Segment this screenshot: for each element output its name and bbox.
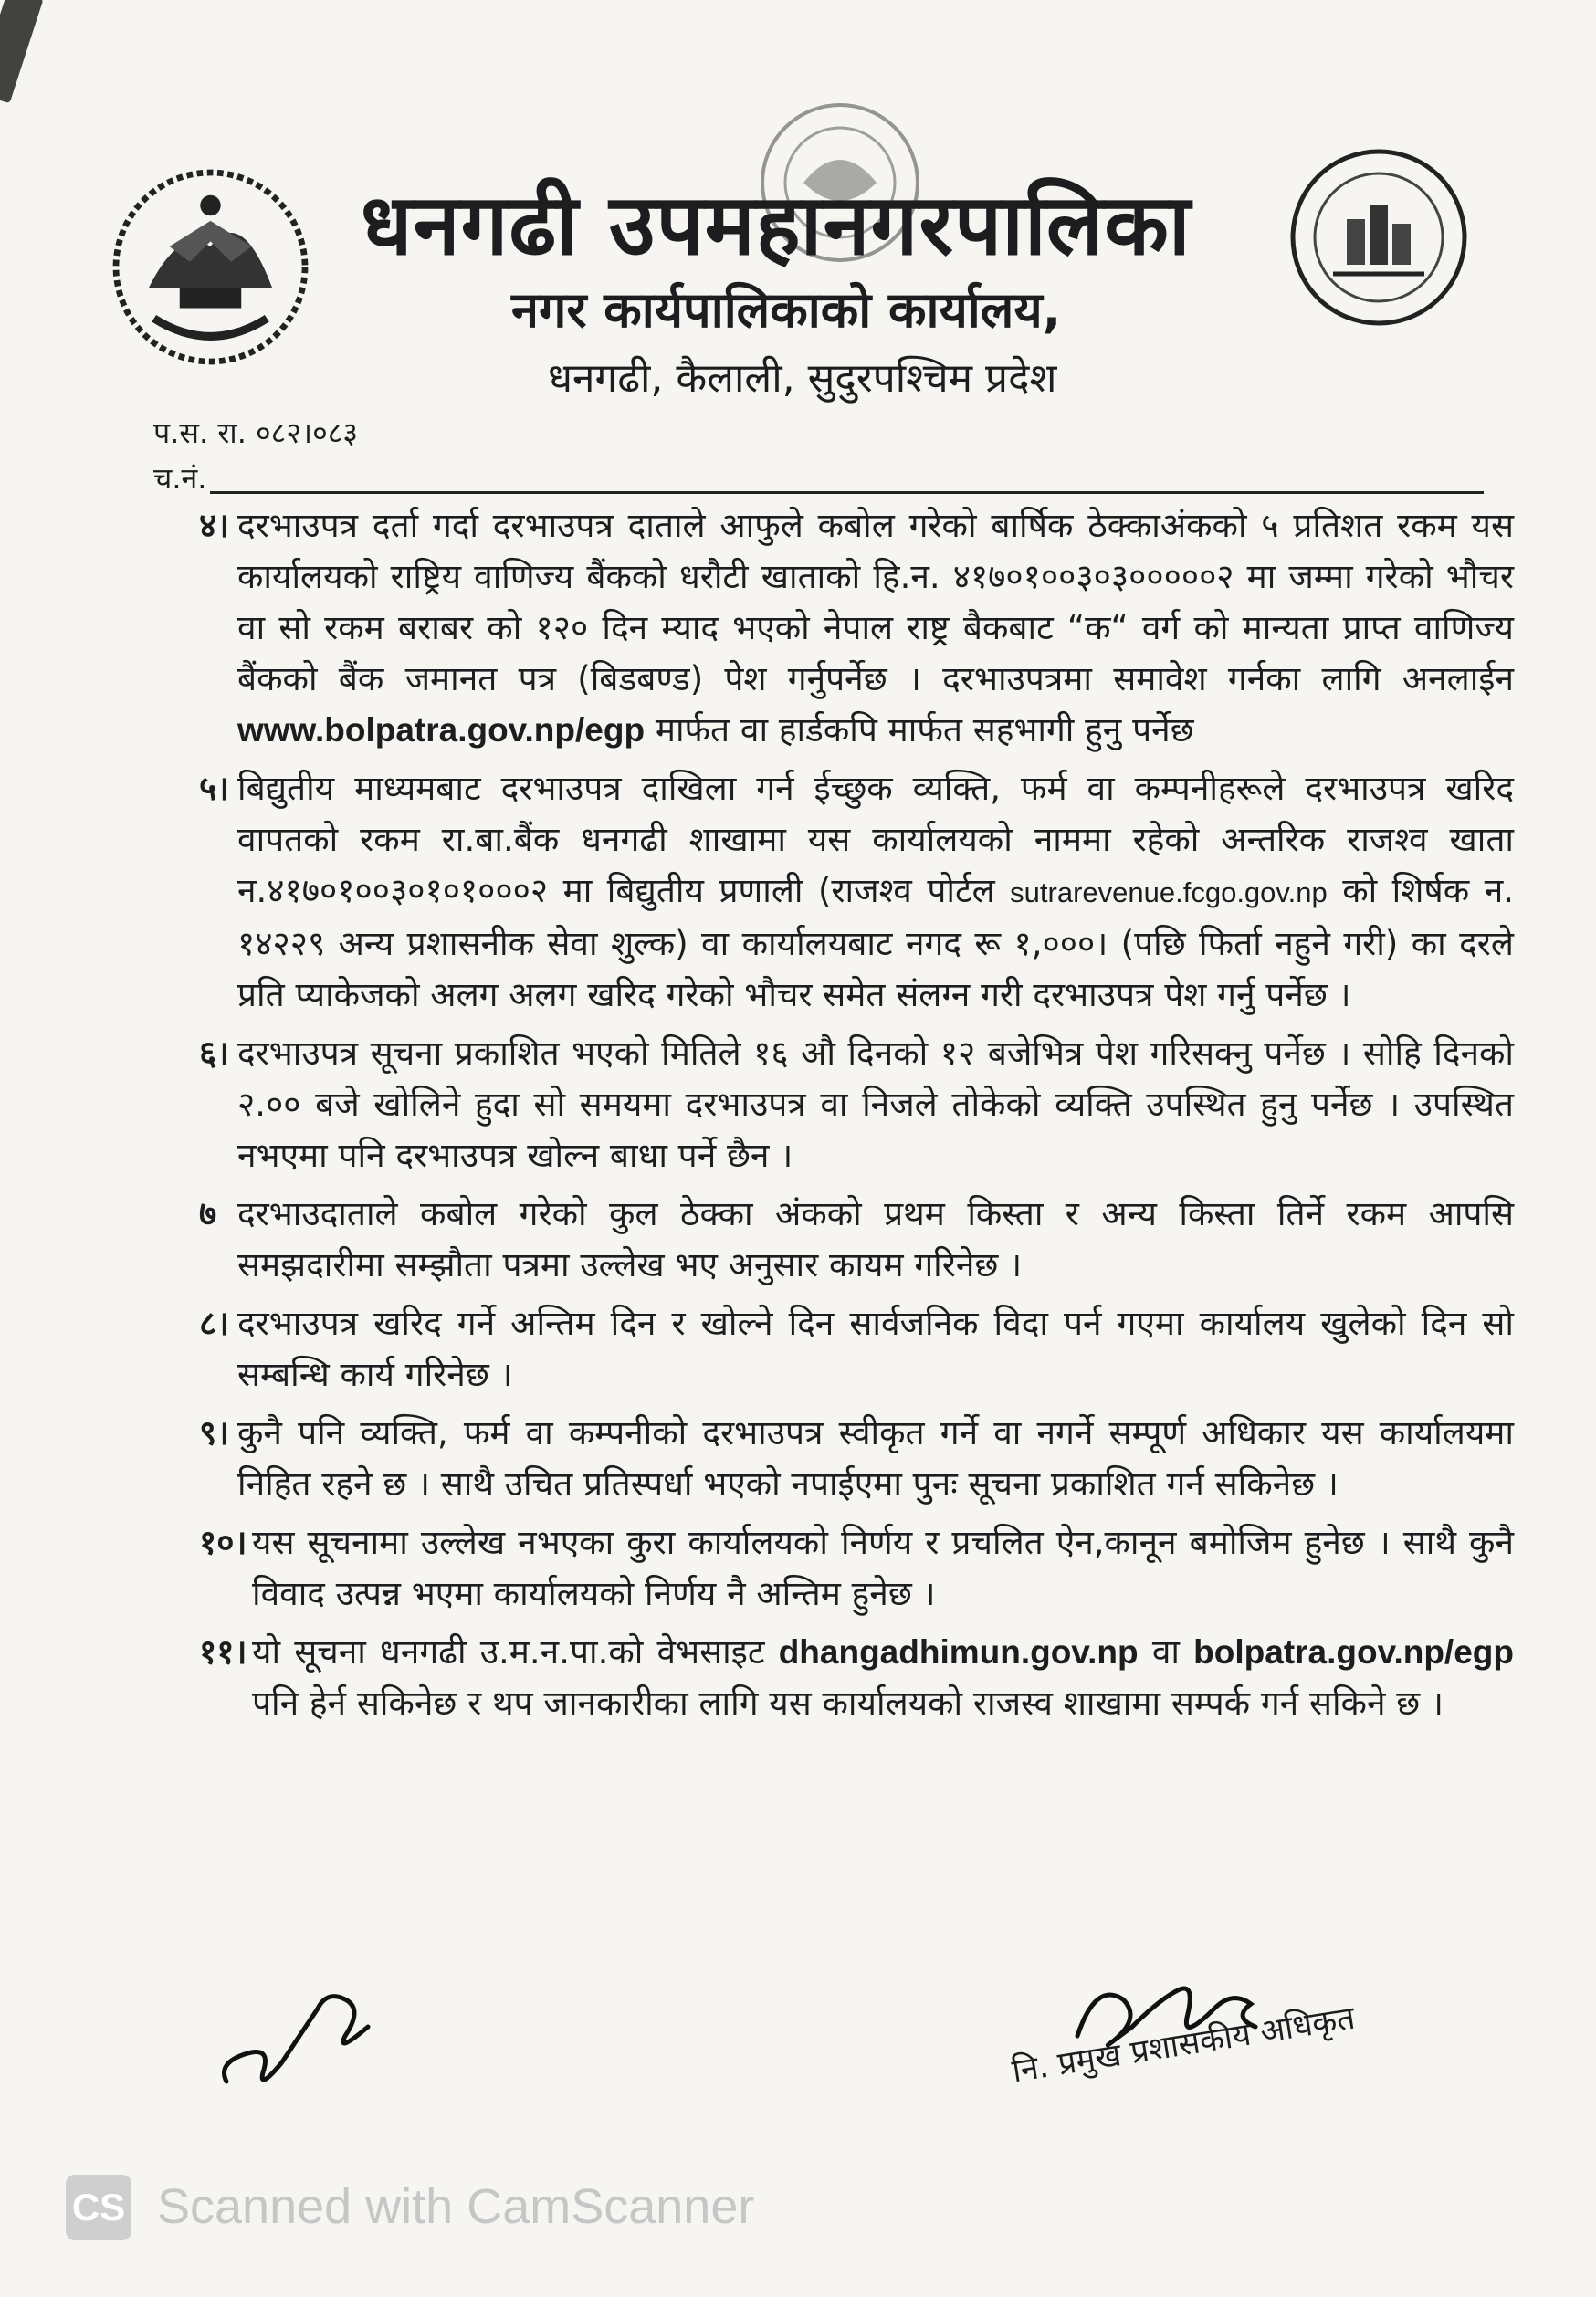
list-item <box>199 763 1514 1021</box>
list-item <box>199 1298 1514 1400</box>
item-text: यस सूचनामा उल्लेख नभएका कुरा कार्यालयको निर्णय र प्रचलित ऐन,कानून बमोजिम हुनेछ । साथै कुनै विवाद उत्पन्न भएमा कार्यालयको निर्णय नै अन्तिम हुनेछ । <box>252 1523 1514 1613</box>
list-item <box>199 1028 1514 1181</box>
office-address: धनगढी, कैलाली, सुदुरपश्चिम प्रदेश <box>548 355 1057 402</box>
signatory-title: नि. प्रमुख प्रशासकीय अधिकृत <box>1009 1999 1358 2091</box>
item-number: ४। <box>199 506 230 545</box>
item-text-segment: पनि हेर्न सकिनेछ र थप जानकारीका लागि यस कार्यालयको राजस्व शाखामा सम्पर्क गर्न सकिने छ । <box>252 1683 1444 1723</box>
item-number: ५। <box>199 769 230 808</box>
item-text <box>199 1627 1514 1729</box>
item-text <box>199 500 1514 756</box>
scan-edge-mark <box>0 0 44 103</box>
page-title: धनगढी उपमहानगरपालिका <box>361 176 1192 274</box>
list-item <box>199 1189 1514 1291</box>
nepal-government-emblem-icon <box>108 164 313 370</box>
item-number: ९। <box>199 1413 230 1453</box>
egp-link[interactable]: www.bolpatra.gov.np/egp <box>237 711 646 749</box>
municipality-website-link[interactable]: dhangadhimun.gov.np <box>778 1633 1139 1671</box>
item-text-segment: दरभाउपत्र दर्ता गर्दा दरभाउपत्र दाताले आफुले कबोल गरेको बार्षिक ठेक्काअंकको ५ प्रतिशत रकम यस कार्यालयको राष्ट्रिय वाणिज्य बैंकको धरौटी खाताको हि.न. ४१७०१००३०३०००००२ मा जम्मा गरेको भौचर वा सो रकम बराबर को १२० दिन म्याद भएको नेपाल राष्ट्र बैकबाट “क“ वर्ग को मान्यता प्राप्त वाणिज्य बैंकको बैंक जमानत पत्र (बिडबण्ड) पेश गर्नुपर्नेछ । दरभाउपत्रमा समावेश गर्नका लागि अनलाईन <box>237 506 1514 698</box>
list-item <box>199 1408 1514 1510</box>
notice-body <box>199 500 1514 1736</box>
item-number: १०। <box>199 1523 247 1562</box>
item-text: दरभाउपत्र सूचना प्रकाशित भएको मितिले १६ औ दिनको १२ बजेभित्र पेश गरिसक्नु पर्नेछ । सोहि दिनको २.०० बजे खोलिने हुदा सो समयमा दरभाउपत्र वा निजले तोकेको व्यक्ति उपस्थित हुनु पर्नेछ । उपस्थित नभएमा पनि दरभाउपत्र खोल्न बाधा पर्ने छैन । <box>237 1033 1514 1175</box>
item-text-segment: बिद्युतीय माध्यमबाट दरभाउपत्र दाखिला गर्न ईच्छुक व्यक्ति, फर्म वा कम्पनीहरूले दरभाउपत्र खरिद वापतको रकम रा.बा.बैंक धनगढी शाखामा यस कार्यालयको नाममा रहेको अन्तरिक राजश्व खाता न.४१७०१००३०१०१०००२ मा बिद्युतीय प्रणाली (राजश्व पोर्टल <box>237 769 1514 910</box>
revenue-portal-link[interactable]: sutrarevenue.fcgo.gov.np <box>1010 876 1328 908</box>
handwritten-signature-left <box>208 1954 391 2109</box>
item-number: ११। <box>199 1632 247 1672</box>
dispatch-number: च.नं. <box>153 461 207 496</box>
office-name: नगर कार्यपालिकाको कार्यालय, <box>511 281 1062 339</box>
item-number: ६। <box>199 1033 230 1073</box>
reference-number: प.स. रा. ०८२।०८३ <box>153 415 359 450</box>
municipality-seal-icon <box>1287 146 1470 329</box>
list-item <box>199 1627 1514 1729</box>
header-divider <box>210 491 1484 494</box>
item-text-segment: यो सूचना धनगढी उ.म.न.पा.को वेभसाइट <box>252 1632 779 1672</box>
item-text-segment: वा <box>1138 1632 1194 1672</box>
egp-link[interactable]: bolpatra.gov.np/egp <box>1193 1633 1514 1671</box>
camscanner-logo-icon: CS <box>66 2175 131 2240</box>
item-text: दरभाउदाताले कबोल गरेको कुल ठेक्का अंकको प्रथम किस्ता र अन्य किस्ता तिर्ने रकम आपसि समझदारीमा सम्झौता पत्रमा उल्लेख भए अनुसार कायम गरिनेछ । <box>237 1194 1514 1285</box>
item-text: दरभाउपत्र खरिद गर्ने अन्तिम दिन र खोल्ने दिन सार्वजनिक विदा पर्न गएमा कार्यालय खुलेको दिन सो सम्बन्धि कार्य गरिनेछ । <box>237 1304 1514 1394</box>
list-item <box>199 500 1514 756</box>
camscanner-watermark: Scanned with CamScanner <box>157 2179 755 2234</box>
list-item <box>199 1517 1514 1620</box>
item-text: कुनै पनि व्यक्ति, फर्म वा कम्पनीको दरभाउपत्र स्वीकृत गर्ने वा नगर्ने सम्पूर्ण अधिकार यस कार्यालयमा निहित रहने छ । साथै उचित प्रतिस्पर्धा भएको नपाईएमा पुनः सूचना प्रकाशित गर्न सकिनेछ । <box>237 1413 1514 1504</box>
item-number: ८। <box>199 1304 230 1343</box>
item-number: ७ <box>199 1194 217 1233</box>
item-text <box>199 763 1514 1021</box>
item-text-segment: मार्फत वा हार्डकपि मार्फत सहभागी हुनु पर्नेछ <box>645 710 1194 750</box>
item-text-segment: को शिर्षक न. १४२२९ अन्य प्रशासनीक सेवा शुल्क) वा कार्यालयबाट नगद रू १,०००। (पछि फिर्ता नहुने गरी) का दरले प्रति प्याकेजको अलग अलग खरिद गरेको भौचर समेत संलग्न गरी दरभाउपत्र पेश गर्नु पर्नेछ । <box>237 871 1514 1014</box>
